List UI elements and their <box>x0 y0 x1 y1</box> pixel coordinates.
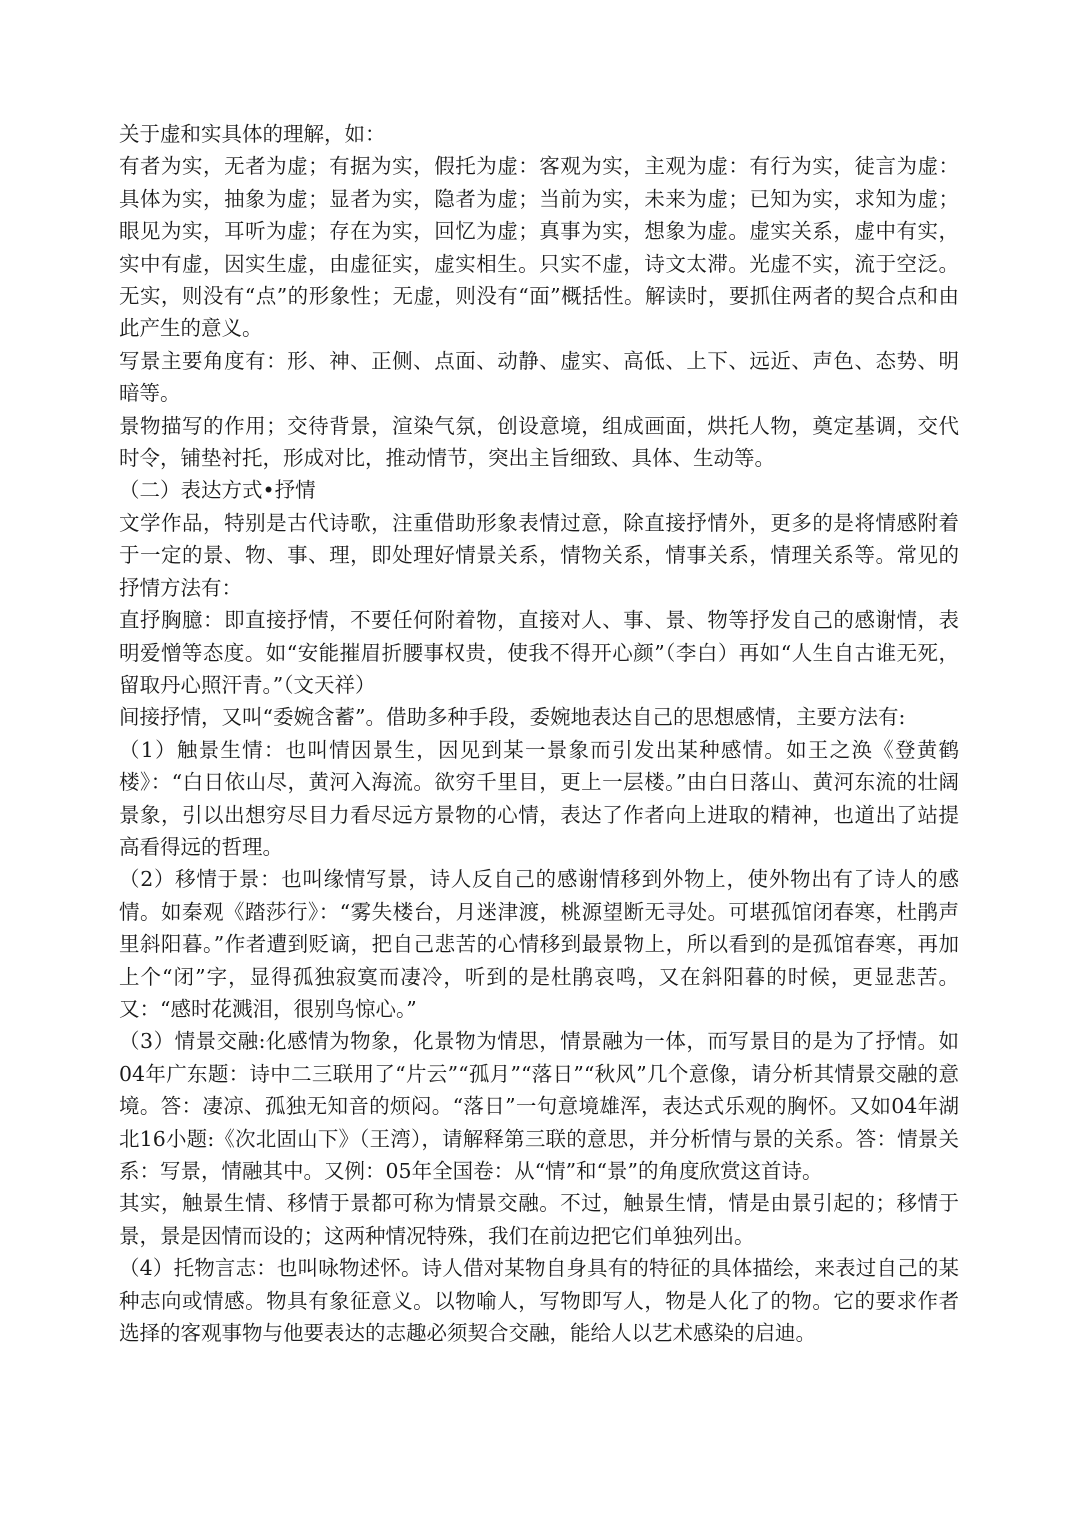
paragraph-xu-shi: 有者为实，无者为虚；有据为实，假托为虚：客观为实，主观为虚：有行为实，徒言为虚：具体为实，抽象为虚；显者为实，隐者为虚；当前为实，未来为虚；已知为实，求知为虚；眼见为实，耳听为虚；存在为实，回忆为虚；真事为实，想象为虚。虚实关系，虚中有实，实中有虚，因实生虚，由虚征实，虚实相生。只实不虚，诗文太滞。光虚不实，流于空泛。无实，则没有“点”的形象性；无虚，则没有“面”概括性。解读时，要抓住两者的契合点和由此产生的意义。 <box>119 154 959 341</box>
paragraph-angles: 写景主要角度有：形、神、正侧、点面、动静、虚实、高低、上下、远近、声色、态势、明暗等。 <box>119 348 959 406</box>
paragraph-method-1: （1）触景生情：也叫情因景生，因见到某一景象而引发出某种感情。如王之涣《登黄鹤楼》：“白日依山尽，黄河入海流。欲穷千里目，更上一层楼。”由白日落山、黄河东流的壮阔景象，引以出想穷尽目力看尽远方景物的心情，表达了作者向上进取的精神，也道出了站提高看得远的哲理。 <box>119 737 959 859</box>
paragraph-method-4: （4）托物言志：也叫咏物述怀。诗人借对某物自身具有的特征的具体描绘，来表过自己的某种志向或情感。物具有象征意义。以物喻人，写物即写人，物是人化了的物。它的要求作者选择的客观事物与他要表达的志趣必须契合交融，能给人以艺术感染的启迪。 <box>119 1256 959 1346</box>
paragraph-indirect-lyric: 间接抒情，又叫“委婉含蓄”。借助多种手段，委婉地表达自己的思想感情，主要方法有: <box>119 705 906 730</box>
section-heading: （二）表达方式•抒情 <box>119 478 316 503</box>
paragraph-intro: 关于虚和实具体的理解，如： <box>119 122 386 146</box>
document-page <box>119 118 959 1349</box>
paragraph-method-2: （2）移情于景：也叫缘情写景，诗人反自己的感谢情移到外物上，使外物出有了诗人的感情。如秦观《踏莎行》：“雾失楼台，月迷津渡，桃源望断无寻处。可堪孤馆闭春寒，杜鹃声里斜阳暮。”作者遭到贬谪，把自己悲苦的心情移到最景物上，所以看到的是孤馆春寒，再加上个“闭”字，显得孤独寂寞而凄冷，听到的是杜鹃哀鸣，又在斜阳暮的时候，更显悲苦。又：“感时花溅泪，很别鸟惊心。” <box>119 867 959 1021</box>
paragraph-literature: 文学作品，特别是古代诗歌，注重借助形象表情过意，除直接抒情外，更多的是将情感附着于一定的景、物、事、理，即处理好情景关系，情物关系，情事关系，情理关系等。常见的抒情方法有： <box>119 510 959 600</box>
paragraph-scenery-function: 景物描写的作用；交待背景，渲染气氛，创设意境，组成画面，烘托人物，奠定基调，交代时令，铺垫衬托，形成对比，推动情节，突出主旨细致、具体、生动等。 <box>119 413 959 471</box>
paragraph-summary: 其实，触景生情、移情于景都可称为情景交融。不过，触景生情，情是由景引起的；移情于景，景是因情而设的；这两种情况特殊，我们在前边把它们单独列出。 <box>119 1191 959 1248</box>
paragraph-direct-lyric: 直抒胸臆：即直接抒情，不要任何附着物，直接对人、事、景、物等抒发自己的感谢情，表明爱憎等态度。如“安能摧眉折腰事权贵，使我不得开心颜”（李白）再如“人生自古谁无死，留取丹心照汗青。”（文天祥） <box>119 608 959 697</box>
paragraph-method-3: （3）情景交融:化感情为物象，化景物为情思，情景融为一体，而写景目的是为了抒情。如04年广东题：诗中二三联用了“片云”“孤月”“落日”“秋风”几个意像，请分析其情景交融的意境。答：凄凉、孤独无知音的烦闷。“落日”一句意境雄浑，表达式乐观的胸怀。又如04年湖北16小题:《次北固山下》（王湾），请解释第三联的意思，并分析情与景的关系。答：情景关系：写景，情融其中。又例：05年全国卷：从“情”和“景”的角度欣赏这首诗。 <box>119 1029 959 1183</box>
